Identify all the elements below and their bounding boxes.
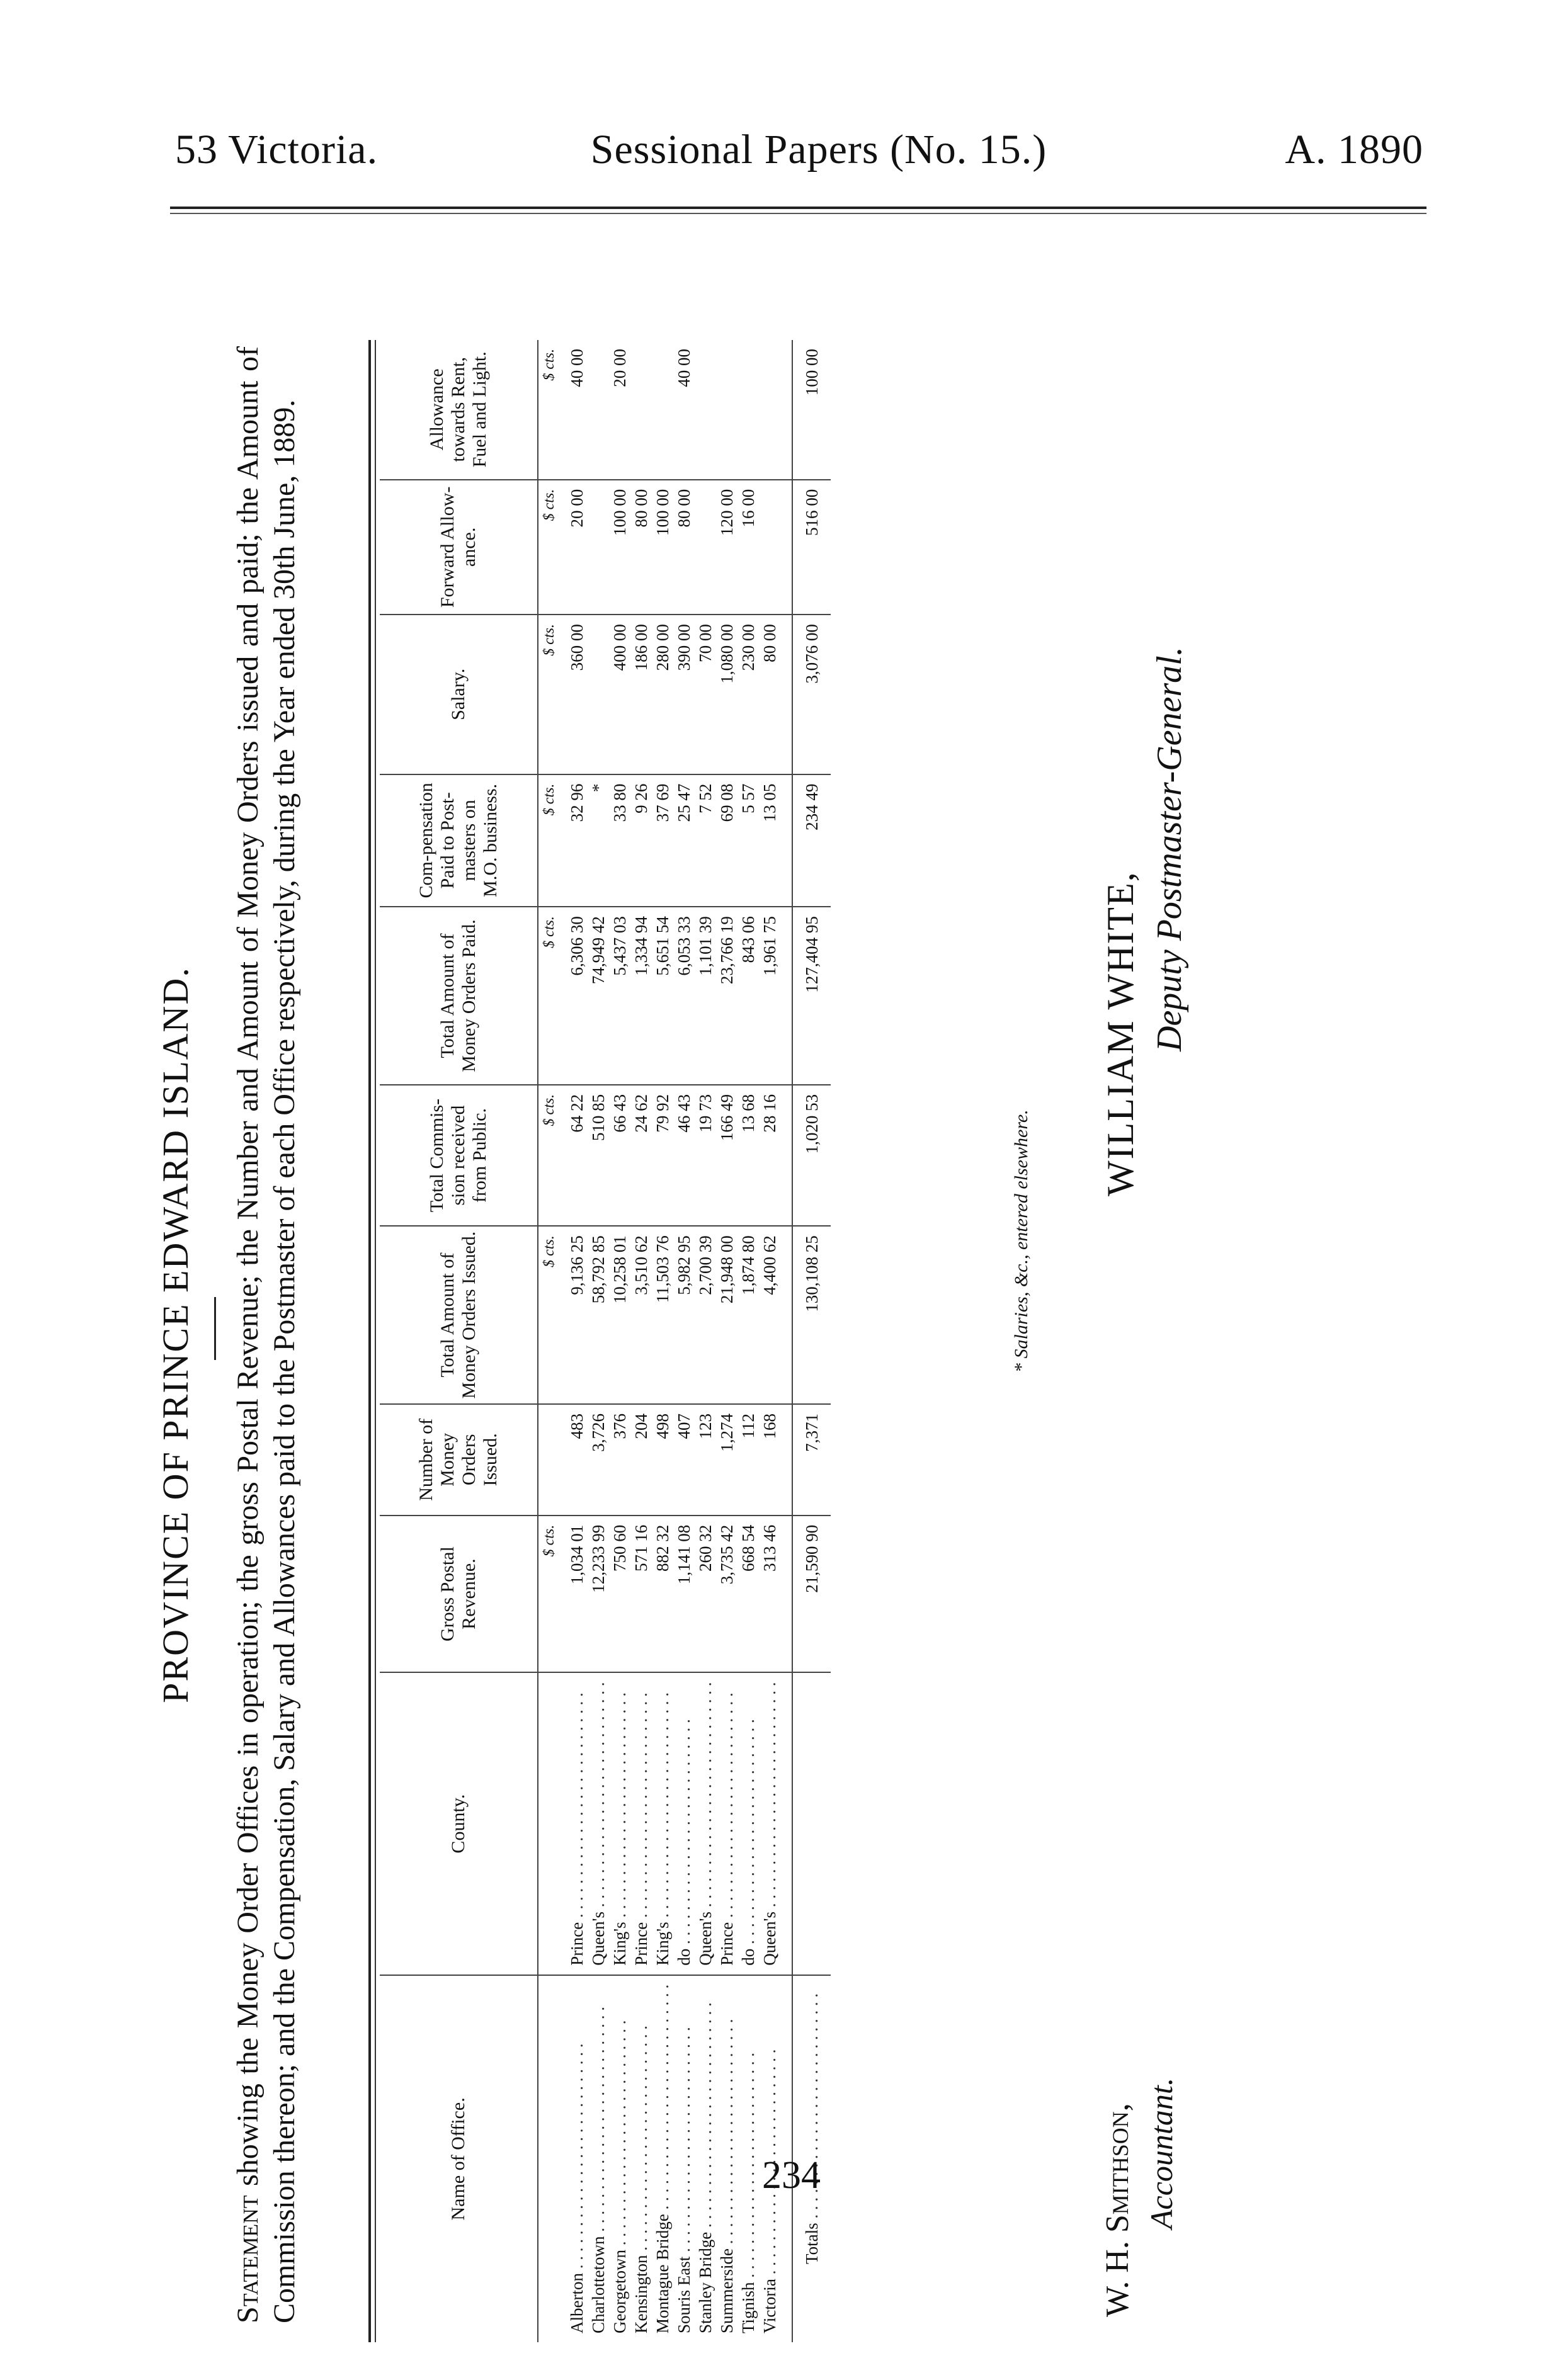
cell-issued: 11,503 76 bbox=[652, 1226, 673, 1404]
rotated-page-content bbox=[154, 327, 1401, 2342]
cell-number: 3,726 bbox=[588, 1404, 609, 1516]
cell-commission: 46 43 bbox=[673, 1085, 695, 1226]
col-header-revenue: Gross Postal Revenue. bbox=[380, 1516, 538, 1673]
table-row bbox=[566, 340, 588, 2342]
cell-issued: 4,400 62 bbox=[759, 1226, 780, 1404]
cell-paid: 1,961 75 bbox=[759, 907, 780, 1085]
office-name: Kensington . . . bbox=[632, 2026, 651, 2333]
cell-number: 112 bbox=[737, 1404, 759, 1516]
col-header-name: Name of Office. bbox=[380, 1975, 538, 2342]
cell-issued: 58,792 85 bbox=[588, 1226, 609, 1404]
table-row bbox=[673, 340, 695, 2342]
cell-commission: 79 92 bbox=[652, 1085, 673, 1226]
cell-salary: 80 00 bbox=[759, 615, 780, 774]
cell-compensation: 5 57 bbox=[737, 774, 759, 907]
cell-forward: 16 00 bbox=[737, 480, 759, 615]
cell-issued: 3,510 62 bbox=[630, 1226, 652, 1404]
cell-commission: 510 85 bbox=[588, 1085, 609, 1226]
signature-accountant-role: Accountant. bbox=[1144, 2077, 1179, 2229]
table-row bbox=[588, 340, 609, 2342]
cell-commission: 24 62 bbox=[630, 1085, 652, 1226]
unit-compensation: $ cts. bbox=[538, 774, 566, 907]
unit-forward: $ cts. bbox=[538, 480, 566, 615]
total-salary: 3,076 00 bbox=[792, 615, 831, 774]
office-name: Georgetown . . . bbox=[610, 2020, 629, 2333]
statement-text: showing the Money Order Offices in operation; the gross Postal Revenue; the Number and Amount of Money Orders issued and paid; the Amount of Commission thereon; and the Compensation, Salary and Allowances paid to the Postmaster of each Office respectively, during the Year ended 30th June, 1889. bbox=[231, 346, 301, 2323]
unit-commission: $ cts. bbox=[538, 1085, 566, 1226]
cell-paid: 843 06 bbox=[737, 907, 759, 1085]
header-year: A. 1890 bbox=[1285, 127, 1423, 173]
cell-revenue: 260 32 bbox=[695, 1516, 716, 1673]
county-name: do . . . bbox=[675, 1719, 693, 1966]
county-name: Prince . . . bbox=[717, 1692, 736, 1965]
county-name: Prince . . . bbox=[632, 1692, 651, 1965]
cell-forward: 80 00 bbox=[630, 480, 652, 615]
cell-compensation: 32 96 bbox=[566, 774, 588, 907]
unit-allowance: $ cts. bbox=[541, 349, 557, 381]
cell-forward: 20 00 bbox=[566, 480, 588, 615]
cell-number: 376 bbox=[609, 1404, 630, 1516]
office-name: Alberton . . . bbox=[567, 2044, 586, 2333]
cell-paid: 6,053 33 bbox=[673, 907, 695, 1085]
cell-paid: 1,101 39 bbox=[695, 907, 716, 1085]
cell-compensation: 25 47 bbox=[673, 774, 695, 907]
header-rule-thin bbox=[170, 213, 1426, 214]
cell-issued: 10,258 01 bbox=[609, 1226, 630, 1404]
cell-number: 407 bbox=[673, 1404, 695, 1516]
totals-label: Totals . . . bbox=[802, 1993, 821, 2264]
cell-number: 204 bbox=[630, 1404, 652, 1516]
cell-salary: 70 00 bbox=[695, 615, 716, 774]
cell-salary: 186 00 bbox=[630, 615, 652, 774]
cell-allowance: 40 00 bbox=[675, 349, 693, 387]
cell-issued: 21,948 00 bbox=[716, 1226, 737, 1404]
office-name: Montague Bridge . . . bbox=[653, 1985, 672, 2333]
table-row bbox=[652, 340, 673, 2342]
county-name: do . . . bbox=[739, 1719, 758, 1966]
cell-allowance bbox=[759, 340, 780, 480]
cell-allowance bbox=[716, 340, 737, 480]
cell-number: 168 bbox=[759, 1404, 780, 1516]
cell-compensation: * bbox=[588, 774, 609, 907]
cell-paid: 6,306 30 bbox=[566, 907, 588, 1085]
cell-revenue: 882 32 bbox=[652, 1516, 673, 1673]
cell-issued: 2,700 39 bbox=[695, 1226, 716, 1404]
table-row bbox=[716, 340, 737, 2342]
cell-forward: 80 00 bbox=[673, 480, 695, 615]
cell-paid: 5,651 54 bbox=[652, 907, 673, 1085]
cell-issued: 9,136 25 bbox=[566, 1226, 588, 1404]
cell-compensation: 13 05 bbox=[759, 774, 780, 907]
cell-number: 123 bbox=[695, 1404, 716, 1516]
header-rule bbox=[170, 207, 1426, 209]
county-name: Queen's . . . bbox=[589, 1682, 608, 1965]
cell-revenue: 1,034 01 bbox=[566, 1516, 588, 1673]
cell-allowance: 40 00 bbox=[567, 349, 586, 387]
signature-postmaster-role: Deputy Postmaster-General. bbox=[1150, 647, 1189, 1051]
page-number: 234 bbox=[762, 2154, 821, 2197]
table-body bbox=[566, 340, 780, 2342]
cell-commission: 28 16 bbox=[759, 1085, 780, 1226]
money-order-table-frame bbox=[368, 340, 1001, 2342]
signature-postmaster-name: WILLIAM WHITE, bbox=[1100, 871, 1141, 1196]
office-name: Souris East . . . bbox=[675, 2027, 693, 2333]
unit-paid: $ cts. bbox=[538, 907, 566, 1085]
cell-forward: 100 00 bbox=[609, 480, 630, 615]
cell-compensation: 69 08 bbox=[716, 774, 737, 907]
total-paid: 127,404 95 bbox=[792, 907, 831, 1085]
county-name: Queen's . . . bbox=[760, 1682, 779, 1965]
cell-revenue: 571 16 bbox=[630, 1516, 652, 1673]
cell-salary bbox=[588, 615, 609, 774]
running-header bbox=[0, 0, 1543, 189]
cell-forward bbox=[695, 480, 716, 615]
cell-salary: 390 00 bbox=[673, 615, 695, 774]
office-name: Charlottetown . . . bbox=[589, 2007, 608, 2333]
cell-commission: 66 43 bbox=[609, 1085, 630, 1226]
header-session: 53 Victoria. bbox=[175, 127, 379, 173]
col-header-allowance: Allowance towards Rent, Fuel and Light. bbox=[380, 340, 538, 480]
cell-revenue: 668 54 bbox=[737, 1516, 759, 1673]
total-commission: 1,020 53 bbox=[792, 1085, 831, 1226]
office-name: Victoria . . . bbox=[760, 2049, 779, 2333]
unit-issued: $ cts. bbox=[538, 1226, 566, 1404]
signature-accountant-name: W. H. Smithson, bbox=[1100, 2103, 1136, 2317]
cell-revenue: 12,233 99 bbox=[588, 1516, 609, 1673]
statement-paragraph bbox=[230, 346, 303, 2323]
cell-paid: 1,334 94 bbox=[630, 907, 652, 1085]
col-header-compensation: Com-pensation Paid to Post-masters on M.O. business. bbox=[380, 774, 538, 907]
total-number: 7,371 bbox=[792, 1404, 831, 1516]
cell-revenue: 3,735 42 bbox=[716, 1516, 737, 1673]
cell-compensation: 9 26 bbox=[630, 774, 652, 907]
cell-revenue: 313 46 bbox=[759, 1516, 780, 1673]
cell-forward bbox=[759, 480, 780, 615]
cell-commission: 64 22 bbox=[566, 1085, 588, 1226]
col-header-salary: Salary. bbox=[380, 615, 538, 774]
cell-issued: 1,874 80 bbox=[737, 1226, 759, 1404]
totals-row bbox=[792, 340, 831, 2342]
cell-salary: 360 00 bbox=[566, 615, 588, 774]
cell-compensation: 33 80 bbox=[609, 774, 630, 907]
title-divider bbox=[214, 1297, 216, 1360]
page-title: PROVINCE OF PRINCE EDWARD ISLAND. bbox=[155, 966, 196, 1703]
cell-revenue: 750 60 bbox=[609, 1516, 630, 1673]
total-revenue: 21,590 90 bbox=[792, 1516, 831, 1673]
cell-number: 498 bbox=[652, 1404, 673, 1516]
footnote: * Salaries, &c., entered elsewhere. bbox=[1011, 1109, 1032, 1373]
cell-issued: 5,982 95 bbox=[673, 1226, 695, 1404]
col-header-commission: Total Commis-sion received from Public. bbox=[380, 1085, 538, 1226]
cell-allowance bbox=[695, 340, 716, 480]
cell-salary: 280 00 bbox=[652, 615, 673, 774]
cell-salary: 400 00 bbox=[609, 615, 630, 774]
col-header-paid: Total Amount of Money Orders Paid. bbox=[380, 907, 538, 1085]
col-header-issued: Total Amount of Money Orders Issued. bbox=[380, 1226, 538, 1404]
office-name: Tignish . . . bbox=[739, 2053, 758, 2333]
cell-compensation: 37 69 bbox=[652, 774, 673, 907]
cell-allowance: 20 00 bbox=[610, 349, 629, 387]
cell-forward: 120 00 bbox=[716, 480, 737, 615]
cell-allowance bbox=[737, 340, 759, 480]
cell-allowance bbox=[588, 340, 609, 480]
office-name: Stanley Bridge . . . bbox=[696, 2002, 715, 2333]
table-row bbox=[609, 340, 630, 2342]
header-sessional-papers: Sessional Papers (No. 15.) bbox=[590, 127, 1047, 173]
table-row bbox=[759, 340, 780, 2342]
office-name: Summerside . . . bbox=[717, 2019, 736, 2334]
unit-revenue: $ cts. bbox=[538, 1516, 566, 1673]
total-allowance: 100 00 bbox=[792, 340, 831, 480]
cell-paid: 23,766 19 bbox=[716, 907, 737, 1085]
cell-forward bbox=[588, 480, 609, 615]
statement-lead: Statement bbox=[231, 2195, 265, 2323]
col-header-county: County. bbox=[380, 1672, 538, 1975]
units-row bbox=[538, 340, 566, 2342]
county-name: Queen's . . . bbox=[696, 1682, 715, 1965]
cell-compensation: 7 52 bbox=[695, 774, 716, 907]
cell-paid: 74,949 42 bbox=[588, 907, 609, 1085]
cell-revenue: 1,141 08 bbox=[673, 1516, 695, 1673]
total-forward: 516 00 bbox=[792, 480, 831, 615]
col-header-number: Number of Money Orders Issued. bbox=[380, 1404, 538, 1516]
cell-commission: 19 73 bbox=[695, 1085, 716, 1226]
money-order-table bbox=[380, 340, 831, 2342]
cell-allowance bbox=[652, 340, 673, 480]
table-row bbox=[630, 340, 652, 2342]
cell-number: 1,274 bbox=[716, 1404, 737, 1516]
unit-salary: $ cts. bbox=[538, 615, 566, 774]
cell-allowance bbox=[630, 340, 652, 480]
cell-commission: 13 68 bbox=[737, 1085, 759, 1226]
cell-number: 483 bbox=[566, 1404, 588, 1516]
cell-forward: 100 00 bbox=[652, 480, 673, 615]
cell-commission: 166 49 bbox=[716, 1085, 737, 1226]
total-issued: 130,108 25 bbox=[792, 1226, 831, 1404]
total-compensation: 234 49 bbox=[792, 774, 831, 907]
county-name: King's . . . bbox=[653, 1692, 672, 1966]
cell-salary: 1,080 00 bbox=[716, 615, 737, 774]
county-name: Prince . . . bbox=[567, 1692, 586, 1965]
col-header-forward: Forward Allow-ance. bbox=[380, 480, 538, 615]
cell-salary: 230 00 bbox=[737, 615, 759, 774]
table-row bbox=[737, 340, 759, 2342]
cell-paid: 5,437 03 bbox=[609, 907, 630, 1085]
county-name: King's . . . bbox=[610, 1692, 629, 1966]
table-row bbox=[695, 340, 716, 2342]
table-header-row bbox=[380, 340, 538, 2342]
